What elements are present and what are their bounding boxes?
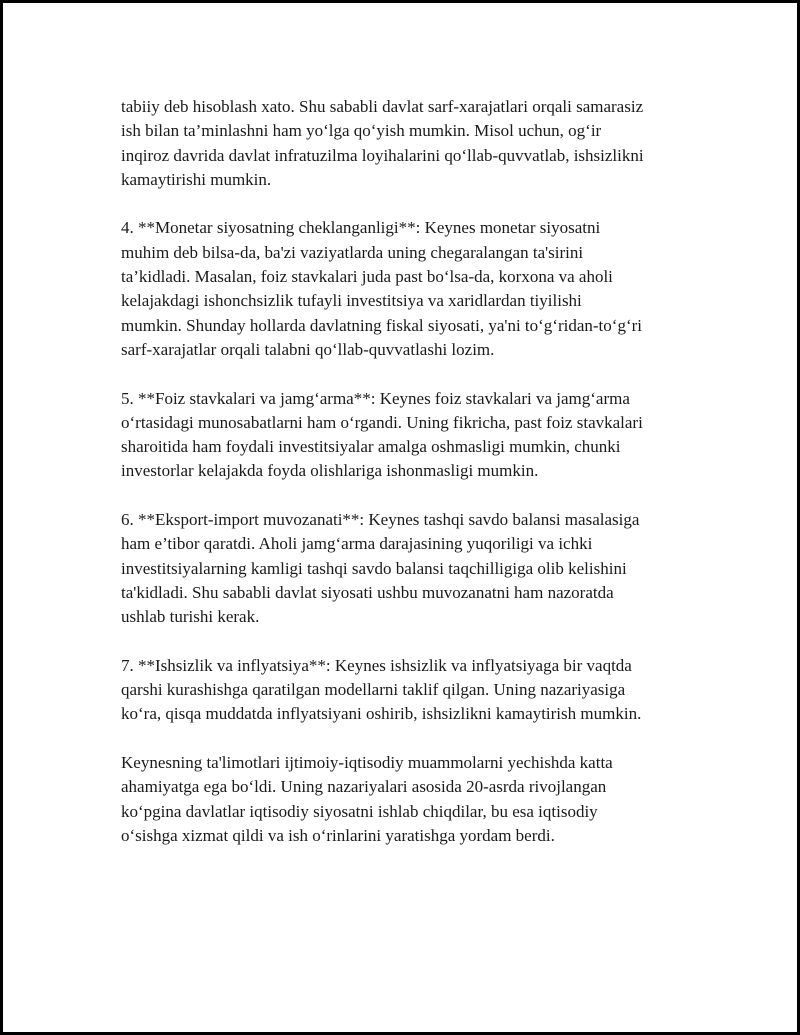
text-line: ta’kidladi. Masalan, foiz stavkalari juda past bo‘lsa-da, korxona va aholi (121, 267, 613, 287)
text-line: 4. **Monetar siyosatning cheklanganligi**: Keynes monetar siyosatni (121, 218, 601, 238)
text-line: 7. **Ishsizlik va inflyatsiya**: Keynes ishsizlik va inflyatsiyaga bir vaqtda (121, 655, 632, 675)
paragraph-interest-savings (121, 387, 701, 484)
text-line: ham e’tibor qaratdi. Aholi jamg‘arma darajasining yuqoriligi va ichki (121, 534, 593, 554)
text-line: 5. **Foiz stavkalari va jamg‘arma**: Keynes foiz stavkalari va jamg‘arma (121, 388, 630, 408)
paragraph-export-import (121, 508, 701, 629)
paragraph-continuation (121, 95, 701, 192)
text-line: ko‘pgina davlatlar iqtisodiy siyosatni ishlab chiqdilar, bu esa iqtisodiy (121, 801, 598, 821)
text-line: sharoitida ham foydali investitsiyalar amalga oshmasligi mumkin, chunki (121, 437, 621, 457)
text-line: kamaytirishi mumkin. (121, 169, 272, 189)
text-line: ta'kidladi. Shu sababli davlat siyosati ushbu muvozanatni ham nazoratda (121, 582, 614, 602)
text-line: kelajakdagi ishonchsizlik tufayli investitsiya va xaridlardan tiyilishi (121, 291, 582, 311)
text-line: mumkin. Shunday hollarda davlatning fiskal siyosati, ya'ni to‘g‘ridan-to‘g‘ri (121, 315, 642, 335)
text-line: muhim deb bilsa-da, ba'zi vaziyatlarda uning chegaralangan ta'sirini (121, 242, 584, 262)
text-line: ko‘ra, qisqa muddatda inflyatsiyani oshirib, ishsizlikni kamaytirish mumkin. (121, 704, 642, 724)
text-line: inqiroz davrida davlat infratuzilma loyihalarini qo‘llab-quvvatlab, ishsizlikni (121, 145, 644, 165)
text-line: Keynesning ta'limotlari ijtimoiy-iqtisodiy muammolarni yechishda katta (121, 753, 613, 773)
text-line: ushlab turishi kerak. (121, 607, 260, 627)
text-line: sarf-xarajatlar orqali talabni qo‘llab-quvvatlashi lozim. (121, 339, 495, 359)
paragraph-unemployment-inflation (121, 654, 701, 727)
paragraph-conclusion (121, 751, 701, 848)
text-line: ahamiyatga ega bo‘ldi. Uning nazariyalari asosida 20-asrda rivojlangan (121, 777, 607, 797)
text-line: 6. **Eksport-import muvozanati**: Keynes tashqi savdo balansi masalasiga (121, 510, 640, 530)
text-line: investorlar kelajakda foyda olishlariga ishonmasligi mumkin. (121, 461, 539, 481)
text-line: qarshi kurashishga qaratilgan modellarni taklif qilgan. Uning nazariyasiga (121, 680, 626, 700)
paragraph-monetary-policy (121, 216, 701, 362)
text-line: investitsiyalarning kamligi tashqi savdo balansi taqchilligiga olib kelishini (121, 558, 627, 578)
text-line: ish bilan ta’minlashni ham yo‘lga qo‘yish mumkin. Misol uchun, og‘ir (121, 121, 602, 141)
document-body (121, 95, 701, 873)
text-line: o‘rtasidagi munosabatlarni ham o‘rgandi. Uning fikricha, past foiz stavkalari (121, 412, 643, 432)
text-line: o‘sishga xizmat qildi va ish o‘rinlarini yaratishga yordam berdi. (121, 825, 555, 845)
text-line: tabiiy deb hisoblash xato. Shu sababli davlat sarf-xarajatlari orqali samarasiz (121, 97, 644, 116)
